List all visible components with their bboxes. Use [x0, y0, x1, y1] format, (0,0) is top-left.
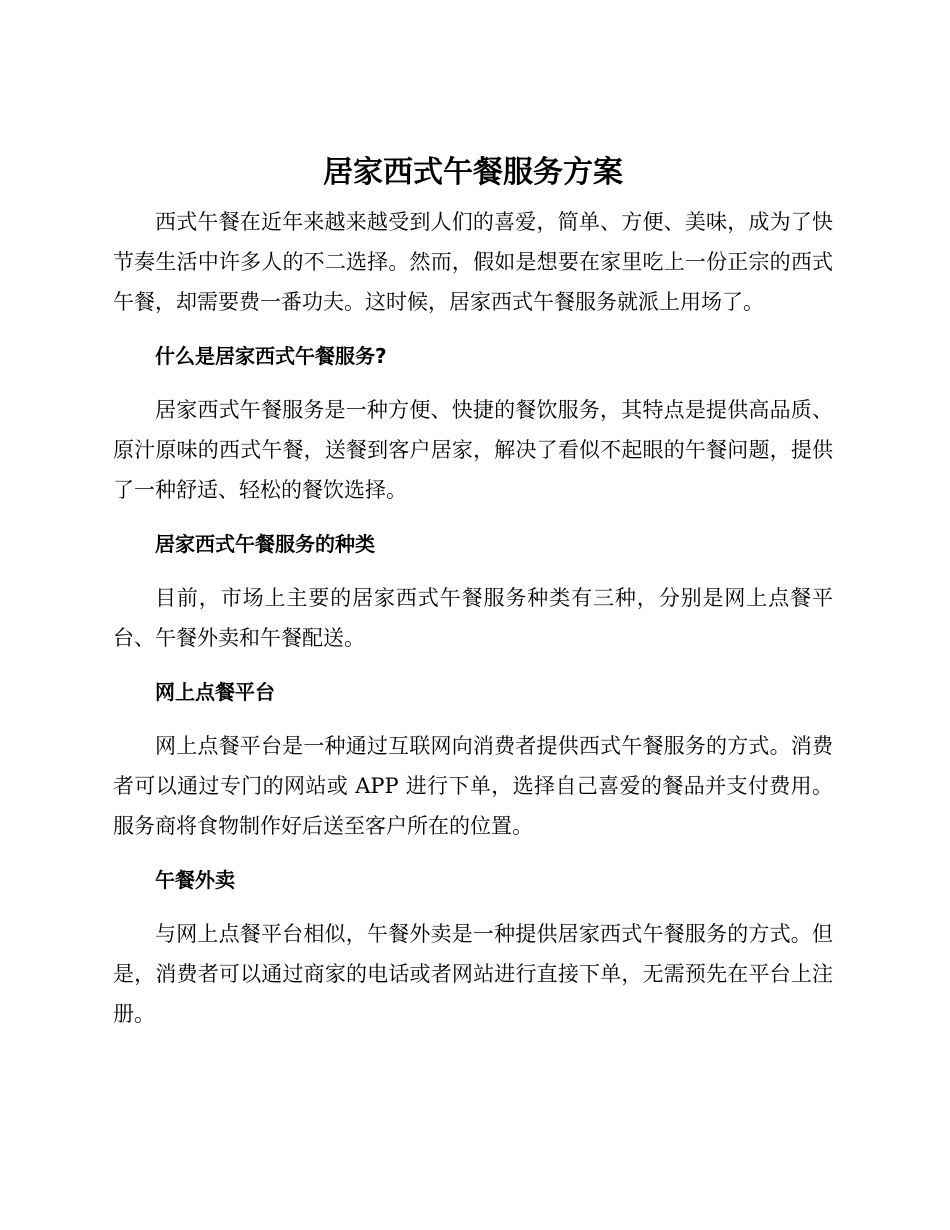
- section-body-what-is: 居家西式午餐服务是一种方便、快捷的餐饮服务，其特点是提供高品质、原汁原味的西式午餐，送餐到客户居家，解决了看似不起眼的午餐问题，提供了一种舒适、轻松的餐饮选择。: [113, 398, 833, 502]
- section-body-types: 目前，市场上主要的居家西式午餐服务种类有三种，分别是网上点餐平台、午餐外卖和午餐配送。: [113, 586, 833, 650]
- document-body: [113, 150, 833, 1034]
- section-heading-online-platform: 网上点餐平台: [155, 680, 275, 704]
- spacer: [113, 322, 833, 336]
- section-heading-takeout: 午餐外卖: [155, 868, 235, 892]
- spacer: [113, 900, 833, 914]
- section-heading-types: 居家西式午餐服务的种类: [155, 532, 375, 556]
- intro-paragraph: 西式午餐在近年来越来越受到人们的喜爱，简单、方便、美味，成为了快节奏生活中许多人的不二选择。然而，假如是想要在家里吃上一份正宗的西式午餐，却需要费一番功夫。这时候，居家西式午餐服务就派上用场了。: [113, 210, 833, 314]
- section-body-online-platform: 网上点餐平台是一种通过互联网向消费者提供西式午餐服务的方式。消费者可以通过专门的网站或 APP 进行下单，选择自己喜爱的餐品并支付费用。服务商将食物制作好后送至客户所在的位置。: [113, 734, 833, 838]
- document-title: 居家西式午餐服务方案: [323, 155, 623, 190]
- spacer: [113, 510, 833, 524]
- spacer: [113, 846, 833, 860]
- section-body-takeout: 与网上点餐平台相似，午餐外卖是一种提供居家西式午餐服务的方式。但是，消费者可以通过商家的电话或者网站进行直接下单，无需预先在平台上注册。: [113, 922, 833, 1026]
- spacer: [113, 712, 833, 726]
- section-heading-what-is: 什么是居家西式午餐服务?: [155, 344, 387, 368]
- spacer: [113, 376, 833, 390]
- spacer: [113, 564, 833, 578]
- spacer: [113, 658, 833, 672]
